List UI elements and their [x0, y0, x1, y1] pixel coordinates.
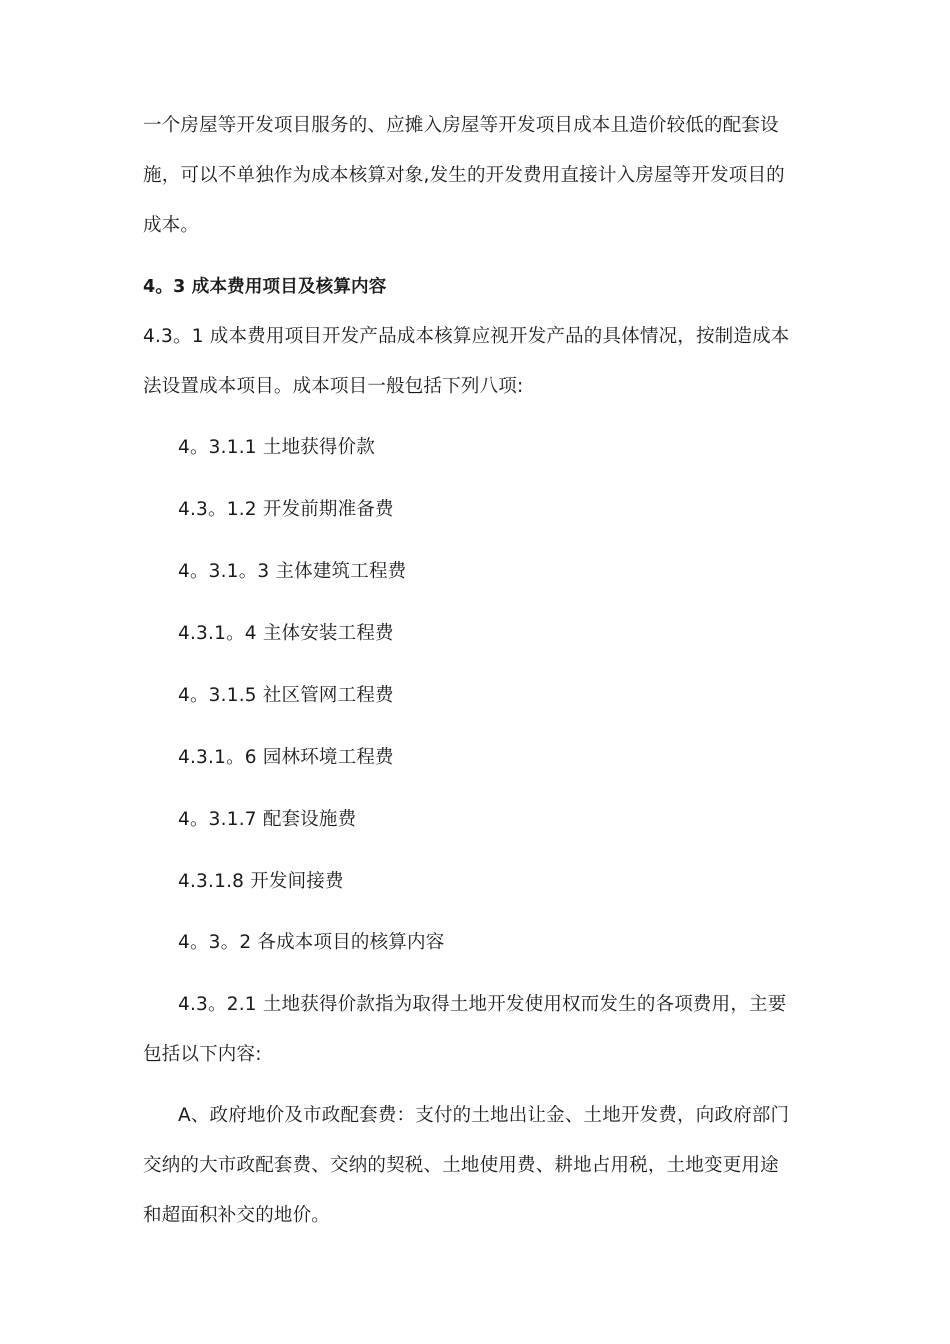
item-a-line-2: 交纳的大市政配套费、交纳的契税、土地使用费、耕地占用税，土地变更用途	[143, 1155, 779, 1176]
intro-paragraph-line-3: 成本。	[143, 215, 200, 236]
land-paragraph-line-1: 4.3。2.1 土地获得价款指为取得土地开发使用权而发生的各项费用，主要	[178, 994, 787, 1015]
intro-paragraph-line-2: 施，可以不单独作为成本核算对象,发生的开发费用直接计入房屋等开发项目的	[143, 165, 785, 186]
intro-paragraph-line-1: 一个房屋等开发项目服务的、应摊入房屋等开发项目成本且造价较低的配套设	[143, 115, 779, 136]
subsection-paragraph-line-1: 4.3。1 成本费用项目开发产品成本核算应视开发产品的具体情况，按制造成本	[143, 326, 790, 347]
subsection2-heading: 4。3。2 各成本项目的核算内容	[178, 932, 445, 953]
item-a-line-1: A、政府地价及市政配套费：支付的土地出让金、土地开发费，向政府部门	[178, 1105, 790, 1126]
cost-item: 4。3.1.5 社区管网工程费	[178, 685, 394, 706]
cost-item: 4。3.1。3 主体建筑工程费	[178, 561, 407, 582]
cost-item: 4.3.1。6 园林环境工程费	[178, 747, 394, 768]
land-paragraph-line-2: 包括以下内容:	[143, 1044, 262, 1065]
section-heading: 4。3 成本费用项目及核算内容	[143, 277, 387, 297]
subsection-paragraph-line-2: 法设置成本项目。成本项目一般包括下列八项:	[143, 376, 524, 397]
cost-item: 4。3.1.1 土地获得价款	[178, 437, 376, 458]
cost-item: 4.3。1.2 开发前期准备费	[178, 499, 394, 520]
cost-item: 4。3.1.7 配套设施费	[178, 809, 357, 830]
item-a-line-3: 和超面积补交的地价。	[143, 1205, 331, 1226]
cost-item: 4.3.1.8 开发间接费	[178, 871, 344, 892]
cost-item: 4.3.1。4 主体安装工程费	[178, 623, 394, 644]
